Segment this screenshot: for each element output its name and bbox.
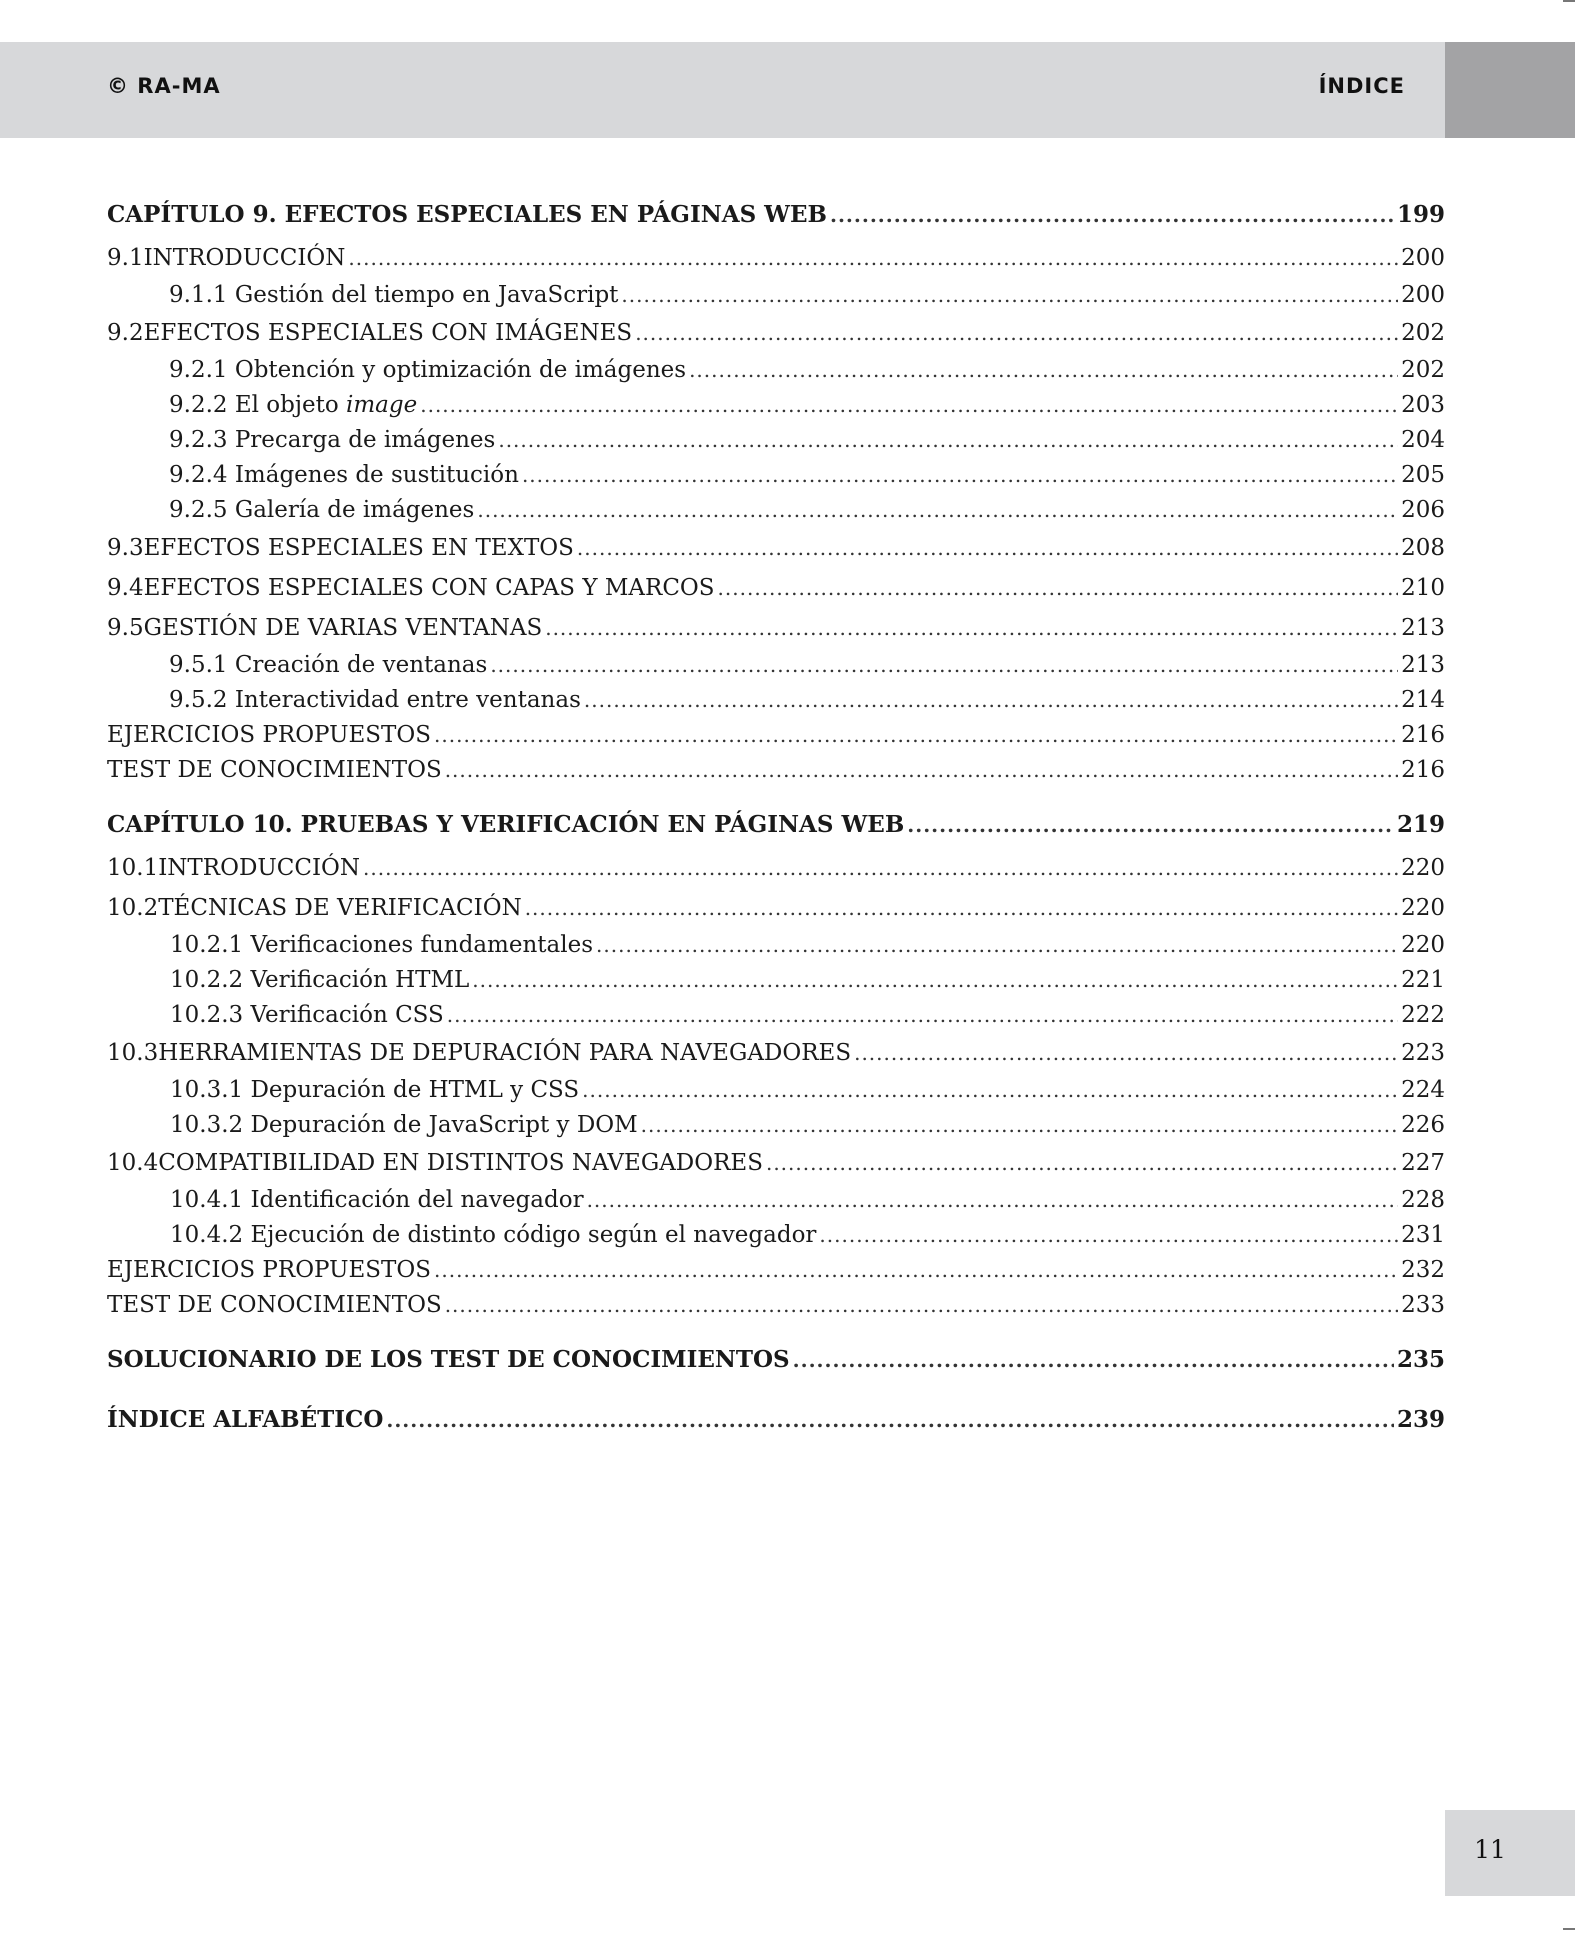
toc-entry-title — [107, 1253, 431, 1288]
toc-entry-number: 9.4 — [107, 575, 144, 601]
toc-entry — [107, 1218, 1445, 1253]
toc-entry — [107, 278, 1445, 313]
toc-entry — [107, 928, 1445, 963]
toc-entry-page: 227 — [1401, 1150, 1445, 1176]
toc-entry-page: 213 — [1401, 615, 1445, 641]
dot-leader — [348, 238, 1398, 278]
dot-leader — [819, 1218, 1398, 1253]
toc-entry-title-text: 9.2.4 Imágenes de sustitución — [169, 462, 519, 488]
dot-leader — [490, 648, 1398, 683]
toc-entry — [107, 648, 1445, 683]
dot-leader — [689, 353, 1398, 388]
toc-entry-title-text: EFECTOS ESPECIALES EN TEXTOS — [143, 535, 574, 561]
toc-entry-page: 214 — [1401, 687, 1445, 713]
toc-entry-page: 202 — [1401, 357, 1445, 383]
toc-entry-page: 233 — [1401, 1292, 1445, 1318]
toc-entry-title-text: SOLUCIONARIO DE LOS TEST DE CONOCIMIENTOS — [107, 1346, 790, 1373]
toc-entry — [107, 1183, 1445, 1218]
toc-entry — [107, 388, 1445, 423]
toc-entry — [107, 1108, 1445, 1143]
table-of-contents — [107, 192, 1445, 1443]
toc-entry-title — [144, 313, 633, 353]
dot-leader — [584, 683, 1398, 718]
toc-entry — [107, 848, 1445, 888]
toc-entry-title — [107, 1337, 790, 1383]
toc-entry-title — [169, 423, 495, 458]
toc-entry-page: 202 — [1401, 320, 1445, 346]
toc-entry-page: 200 — [1401, 245, 1445, 271]
toc-entry-title — [107, 753, 442, 788]
toc-entry-page: 235 — [1396, 1346, 1445, 1373]
toc-chapter-entry — [107, 1337, 1445, 1383]
section-title: ÍNDICE — [1318, 74, 1405, 98]
toc-entry-number: 10.1 — [107, 855, 159, 881]
toc-entry — [107, 888, 1445, 928]
toc-entry-title-text: ÍNDICE ALFABÉTICO — [107, 1406, 384, 1433]
toc-entry-page: 223 — [1401, 1040, 1445, 1066]
dot-leader — [445, 1288, 1398, 1323]
dot-leader — [363, 848, 1398, 888]
toc-entry-title — [144, 568, 715, 608]
toc-entry-page: 231 — [1401, 1222, 1445, 1248]
toc-entry-title-text: EFECTOS ESPECIALES CON IMÁGENES — [143, 320, 633, 346]
toc-entry-title — [170, 1183, 584, 1218]
toc-entry — [107, 963, 1445, 998]
dot-leader — [793, 1337, 1394, 1383]
toc-entry-title — [169, 493, 474, 528]
toc-entry — [107, 683, 1445, 718]
toc-entry-page: 204 — [1401, 427, 1445, 453]
toc-entry-title — [144, 238, 346, 278]
toc-entry-title — [107, 192, 827, 238]
dot-leader — [830, 192, 1394, 238]
dot-leader — [641, 1108, 1398, 1143]
dot-leader — [445, 753, 1398, 788]
dot-leader — [718, 568, 1399, 608]
toc-entry-title-text: TEST DE CONOCIMIENTOS — [107, 757, 442, 783]
toc-entry-title — [107, 1288, 442, 1323]
toc-entry-title — [169, 353, 686, 388]
dot-leader — [498, 423, 1398, 458]
toc-entry — [107, 568, 1445, 608]
toc-entry-title — [158, 1143, 763, 1183]
toc-entry — [107, 493, 1445, 528]
toc-entry — [107, 528, 1445, 568]
toc-entry-title — [144, 528, 574, 568]
toc-entry — [107, 1288, 1445, 1323]
toc-entry-title — [170, 928, 593, 963]
toc-entry-number: 10.2 — [107, 895, 159, 921]
toc-entry — [107, 313, 1445, 353]
publisher-label: © RA-MA — [107, 74, 221, 98]
toc-entry-title — [169, 278, 618, 313]
toc-entry-title — [107, 718, 431, 753]
toc-entry-title — [144, 608, 543, 648]
toc-entry-title-text: 10.3.2 Depuración de JavaScript y DOM — [170, 1112, 638, 1138]
toc-entry-page: 213 — [1401, 652, 1445, 678]
toc-entry-page: 221 — [1401, 967, 1445, 993]
dot-leader — [587, 1183, 1399, 1218]
toc-entry-title — [170, 998, 444, 1033]
toc-entry-title-text: 10.2.2 Verificación HTML — [170, 967, 470, 993]
toc-entry-title — [170, 1108, 638, 1143]
toc-entry — [107, 718, 1445, 753]
page-number: 11 — [1474, 1835, 1506, 1864]
toc-entry-page: 226 — [1401, 1112, 1445, 1138]
toc-entry-title — [158, 848, 360, 888]
toc-entry-title-text: EFECTOS ESPECIALES CON CAPAS Y MARCOS — [143, 575, 715, 601]
dot-leader — [907, 802, 1394, 848]
toc-entry-title-text: 9.2.1 Obtención y optimización de imágenes — [169, 357, 687, 383]
toc-entry-title-text: CAPÍTULO 9. EFECTOS ESPECIALES EN PÁGINAS WEB — [107, 201, 827, 228]
toc-entry-title-text: 9.1.1 Gestión del tiempo en JavaScript — [169, 282, 619, 308]
toc-entry — [107, 1253, 1445, 1288]
crop-mark-top — [1563, 0, 1575, 2]
toc-entry-title — [169, 648, 487, 683]
toc-entry-number: 10.4 — [107, 1150, 159, 1176]
dot-leader — [854, 1033, 1398, 1073]
toc-entry-title — [158, 888, 521, 928]
toc-entry-title-text: GESTIÓN DE VARIAS VENTANAS — [143, 615, 543, 641]
toc-entry-number: 9.2 — [107, 320, 144, 346]
toc-entry-page: 206 — [1401, 497, 1445, 523]
toc-entry-page: 228 — [1401, 1187, 1445, 1213]
toc-entry-title-text: COMPATIBILIDAD EN DISTINTOS NAVEGADORES — [158, 1150, 763, 1176]
dot-leader — [545, 608, 1398, 648]
toc-entry-title-text: 9.5.1 Creación de ventanas — [169, 652, 488, 678]
toc-chapter-entry — [107, 802, 1445, 848]
toc-entry-title-text: 9.5.2 Interactividad entre ventanas — [169, 687, 581, 713]
dot-leader — [477, 493, 1398, 528]
toc-entry-page: 210 — [1401, 575, 1445, 601]
dot-leader — [635, 313, 1398, 353]
dot-leader — [434, 718, 1398, 753]
toc-entry-title-text: 10.2.1 Verificaciones fundamentales — [170, 932, 594, 958]
toc-entry — [107, 423, 1445, 458]
dot-leader — [386, 1397, 1394, 1443]
toc-entry-page: 220 — [1401, 855, 1445, 881]
dot-leader — [522, 458, 1398, 493]
toc-entry-title-text: 10.2.3 Verificación CSS — [170, 1002, 444, 1028]
dot-leader — [472, 963, 1398, 998]
dot-leader — [434, 1253, 1398, 1288]
toc-entry-page: 224 — [1401, 1077, 1445, 1103]
toc-entry-page: 205 — [1401, 462, 1445, 488]
toc-entry-title-text: INTRODUCCIÓN — [158, 855, 361, 881]
toc-chapter-entry — [107, 1397, 1445, 1443]
toc-entry-title-text: 9.2.2 El objeto — [169, 392, 347, 418]
dot-leader — [596, 928, 1398, 963]
toc-entry-title-text: EJERCICIOS PROPUESTOS — [107, 1257, 432, 1283]
dot-leader — [766, 1143, 1398, 1183]
toc-entry-page: 216 — [1401, 722, 1445, 748]
dot-leader — [577, 528, 1398, 568]
toc-entry — [107, 998, 1445, 1033]
toc-entry-number: 9.5 — [107, 615, 144, 641]
toc-entry-page: 219 — [1396, 811, 1445, 838]
toc-entry — [107, 1143, 1445, 1183]
toc-entry-title-text: EJERCICIOS PROPUESTOS — [107, 722, 432, 748]
toc-entry-number: 9.1 — [107, 245, 144, 271]
toc-entry-page: 199 — [1396, 201, 1445, 228]
dot-leader — [582, 1073, 1398, 1108]
dot-leader — [621, 278, 1398, 313]
toc-entry-title — [169, 683, 581, 718]
toc-entry-title-text: CAPÍTULO 10. PRUEBAS Y VERIFICACIÓN EN PÁGINAS WEB — [107, 811, 905, 838]
dot-leader — [447, 998, 1398, 1033]
toc-entry-number: 9.3 — [107, 535, 144, 561]
toc-entry-title-italic: image — [346, 392, 418, 418]
toc-entry — [107, 753, 1445, 788]
toc-entry-title-text: TÉCNICAS DE VERIFICACIÓN — [158, 895, 522, 921]
toc-entry-title-text: INTRODUCCIÓN — [143, 245, 346, 271]
toc-entry — [107, 608, 1445, 648]
toc-entry-title — [169, 458, 519, 493]
toc-entry-title-text: TEST DE CONOCIMIENTOS — [107, 1292, 442, 1318]
toc-entry — [107, 353, 1445, 388]
toc-entry-title — [170, 1073, 579, 1108]
toc-chapter-entry — [107, 192, 1445, 238]
toc-entry-title-text: HERRAMIENTAS DE DEPURACIÓN PARA NAVEGADORES — [158, 1040, 852, 1066]
toc-entry-title — [170, 1218, 816, 1253]
toc-entry-title-text: 10.4.2 Ejecución de distinto código según el navegador — [170, 1222, 817, 1248]
toc-entry-title-text: 9.2.3 Precarga de imágenes — [169, 427, 496, 453]
toc-entry-title — [169, 388, 417, 423]
toc-entry-title — [107, 1397, 383, 1443]
toc-entry-page: 220 — [1401, 895, 1445, 921]
toc-entry-title — [158, 1033, 851, 1073]
toc-entry-page: 232 — [1401, 1257, 1445, 1283]
dot-leader — [525, 888, 1398, 928]
toc-entry-title-text: 9.2.5 Galería de imágenes — [169, 497, 475, 523]
toc-entry — [107, 1033, 1445, 1073]
toc-entry — [107, 1073, 1445, 1108]
toc-entry — [107, 238, 1445, 278]
toc-entry-page: 216 — [1401, 757, 1445, 783]
toc-entry-page: 220 — [1401, 932, 1445, 958]
dot-leader — [420, 388, 1398, 423]
toc-entry-title — [107, 802, 904, 848]
toc-entry-title — [170, 963, 469, 998]
toc-entry-title-text: 10.3.1 Depuración de HTML y CSS — [170, 1077, 580, 1103]
header-tab — [1445, 42, 1575, 138]
crop-mark-bottom — [1563, 1928, 1575, 1930]
toc-entry-page: 239 — [1396, 1406, 1445, 1433]
toc-entry-page: 200 — [1401, 282, 1445, 308]
toc-entry-page: 208 — [1401, 535, 1445, 561]
toc-entry-page: 203 — [1401, 392, 1445, 418]
toc-entry-number: 10.3 — [107, 1040, 159, 1066]
toc-entry-title-text: 10.4.1 Identificación del navegador — [170, 1187, 584, 1213]
toc-entry-page: 222 — [1401, 1002, 1445, 1028]
toc-entry — [107, 458, 1445, 493]
